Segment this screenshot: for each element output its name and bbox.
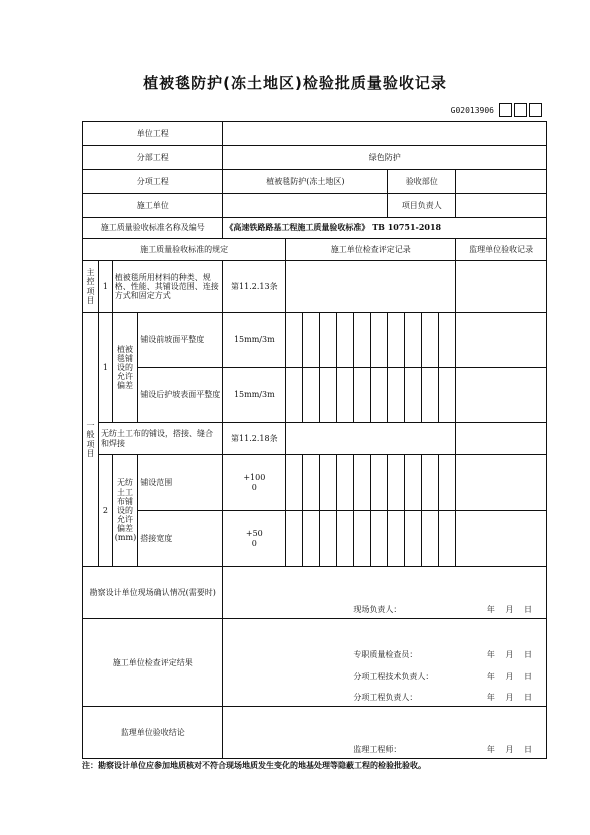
survey-signer: 现场负责人： — [353, 604, 402, 614]
standard-name-label: 施工质量验收标准名称及编号 — [83, 218, 223, 239]
code-box[interactable] — [499, 103, 512, 117]
header-contractor-check: 施工单位检查评定记录 — [286, 239, 456, 261]
general-item2-num: 2 — [98, 455, 112, 567]
contractor-signer-1: 专职质量检查员： — [353, 650, 418, 660]
check-cell[interactable] — [337, 455, 354, 511]
item2-sub2-value — [223, 511, 286, 567]
check-cell[interactable] — [354, 455, 371, 511]
survey-content[interactable] — [223, 567, 547, 619]
supervisor-signer: 监理工程师： — [353, 744, 402, 754]
contractor-sign-line-3 — [225, 693, 544, 702]
check-cell[interactable] — [439, 313, 456, 368]
item2-sub1-value-b: 0 — [251, 482, 257, 492]
check-cell[interactable] — [371, 313, 388, 368]
check-cell[interactable] — [422, 455, 439, 511]
check-cell[interactable] — [286, 368, 303, 423]
item1-sub1-value: 15mm/3m — [223, 313, 286, 368]
check-cell[interactable] — [354, 511, 371, 567]
supervisor-cell[interactable] — [456, 511, 547, 567]
check-cell[interactable] — [439, 455, 456, 511]
date-year: 年 — [486, 650, 495, 660]
construction-unit-value[interactable] — [223, 194, 388, 218]
check-cell[interactable] — [371, 455, 388, 511]
item1-sub2-name: 铺设后护坡表面平整度 — [138, 368, 223, 423]
item2-sub2-value-b: 0 — [251, 538, 257, 548]
check-cell[interactable] — [405, 455, 422, 511]
contractor-label: 施工单位检查评定结果 — [83, 619, 223, 707]
check-cell[interactable] — [439, 368, 456, 423]
item2-sub1-value-a: +100 — [243, 473, 266, 483]
contractor-sign-line-2 — [225, 672, 544, 681]
contractor-sign-line-1 — [225, 650, 544, 659]
code-box[interactable] — [514, 103, 527, 117]
item2-sub1-name: 铺设范围 — [138, 455, 223, 511]
geo-item-content: 无纺土工布的铺设，搭接、缝合和焊接 — [98, 423, 222, 455]
check-cell[interactable] — [422, 511, 439, 567]
check-cell[interactable] — [405, 313, 422, 368]
sub-project-label: 分部工程 — [83, 146, 223, 170]
survey-date — [483, 605, 536, 614]
date-day: 日 — [524, 692, 532, 702]
unit-project-value[interactable] — [223, 122, 547, 146]
check-cell[interactable] — [405, 511, 422, 567]
main-control-label: 主控项目 — [83, 261, 99, 313]
check-cell[interactable] — [422, 368, 439, 423]
check-cell[interactable] — [320, 313, 337, 368]
supervisor-cell[interactable] — [456, 368, 547, 423]
general-item1-num: 1 — [98, 313, 112, 423]
check-cell[interactable] — [354, 313, 371, 368]
supervisor-content[interactable] — [223, 707, 547, 759]
item-project-value: 植被毯防护(冻土地区) — [223, 170, 388, 194]
check-cell[interactable] — [320, 511, 337, 567]
check-cell[interactable] — [405, 368, 422, 423]
contractor-content[interactable] — [223, 619, 547, 707]
check-cell[interactable] — [303, 455, 320, 511]
contractor-date-3 — [483, 693, 536, 702]
footnote: 注：勘察设计单位应参加地质核对不符合现场地质发生变化的地基处理等隐蔽工程的检验批验收。 — [82, 760, 426, 770]
date-month: 月 — [505, 692, 514, 702]
check-cell[interactable] — [320, 455, 337, 511]
check-cell[interactable] — [320, 368, 337, 423]
page-title: 植被毯防护(冻土地区)检验批质量验收记录 — [143, 74, 447, 92]
item2-sub1-value — [223, 455, 286, 511]
check-cell[interactable] — [439, 511, 456, 567]
inspection-part-label: 验收部位 — [388, 170, 456, 194]
general-item1-label: 植被毯铺设的允许偏差 — [112, 313, 138, 423]
check-cell[interactable] — [303, 368, 320, 423]
check-cell[interactable] — [388, 313, 405, 368]
unit-project-label: 单位工程 — [83, 122, 223, 146]
form-code — [451, 103, 542, 117]
supervisor-cell[interactable] — [456, 455, 547, 511]
item2-sub2-name: 搭接宽度 — [138, 511, 223, 567]
date-day: 日 — [524, 650, 532, 660]
contractor-date-1 — [483, 650, 536, 659]
date-day: 日 — [524, 604, 532, 614]
item1-sub2-value: 15mm/3m — [223, 368, 286, 423]
survey-sign-line — [225, 605, 544, 614]
item-project-label: 分项工程 — [83, 170, 223, 194]
item1-sub1-name: 铺设前坡面平整度 — [138, 313, 223, 368]
code-box[interactable] — [529, 103, 542, 117]
date-year: 年 — [486, 692, 495, 702]
geo-item-check[interactable] — [286, 423, 456, 455]
main-control-content: 植被毯所用材料的种类、规格、性能、其铺设范围、连接方式和固定方式 — [112, 261, 223, 313]
check-cell[interactable] — [388, 368, 405, 423]
supervisor-sign-line — [225, 745, 544, 754]
construction-unit-label: 施工单位 — [83, 194, 223, 218]
geo-item-clause: 第11.2.18条 — [223, 423, 286, 455]
date-day: 日 — [524, 744, 532, 754]
date-month: 月 — [505, 744, 514, 754]
standard-name-value: 《高速铁路路基工程施工质量验收标准》 TB 10751-2018 — [223, 218, 547, 239]
check-cell[interactable] — [371, 368, 388, 423]
inspection-record-table — [82, 121, 547, 759]
supervisor-cell[interactable] — [456, 313, 547, 368]
contractor-date-2 — [483, 672, 536, 681]
header-standard-rules: 施工质量验收标准的规定 — [83, 239, 286, 261]
header-supervisor-check: 监理单位验收记录 — [456, 239, 547, 261]
inspection-part-value[interactable] — [456, 170, 547, 194]
main-control-num: 1 — [98, 261, 112, 313]
supervisor-date — [483, 745, 536, 754]
main-control-check[interactable] — [286, 261, 456, 313]
check-cell[interactable] — [303, 313, 320, 368]
check-cell[interactable] — [286, 455, 303, 511]
general-item2-label: 无纺土工布铺设的允许偏差(mm) — [112, 455, 138, 567]
geo-item-supervisor[interactable] — [456, 423, 547, 455]
date-month: 月 — [505, 650, 514, 660]
check-cell[interactable] — [337, 368, 354, 423]
date-month: 月 — [505, 671, 514, 681]
general-label: 一般项目 — [83, 313, 99, 567]
supervisor-label: 监理单位验收结论 — [83, 707, 223, 759]
survey-label: 勘察设计单位现场确认情况(需要时) — [83, 567, 223, 619]
main-control-clause: 第11.2.13条 — [223, 261, 286, 313]
date-year: 年 — [486, 604, 495, 614]
date-month: 月 — [505, 604, 514, 614]
check-cell[interactable] — [337, 313, 354, 368]
check-cell[interactable] — [354, 368, 371, 423]
contractor-signer-3: 分项工程负责人： — [353, 692, 418, 702]
check-cell[interactable] — [286, 313, 303, 368]
project-leader-label: 项目负责人 — [388, 194, 456, 218]
main-control-supervisor[interactable] — [456, 261, 547, 313]
check-cell[interactable] — [371, 511, 388, 567]
date-day: 日 — [524, 671, 532, 681]
contractor-signer-2: 分项工程技术负责人： — [353, 671, 434, 681]
sub-project-value: 绿色防护 — [223, 146, 547, 170]
check-cell[interactable] — [337, 511, 354, 567]
check-cell[interactable] — [286, 511, 303, 567]
date-year: 年 — [486, 744, 495, 754]
item2-sub2-value-a: +50 — [245, 529, 263, 539]
check-cell[interactable] — [388, 511, 405, 567]
check-cell[interactable] — [422, 313, 439, 368]
date-year: 年 — [486, 671, 495, 681]
check-cell[interactable] — [303, 511, 320, 567]
check-cell[interactable] — [388, 455, 405, 511]
project-leader-value[interactable] — [456, 194, 547, 218]
form-code-text: G02013906 — [450, 105, 494, 115]
